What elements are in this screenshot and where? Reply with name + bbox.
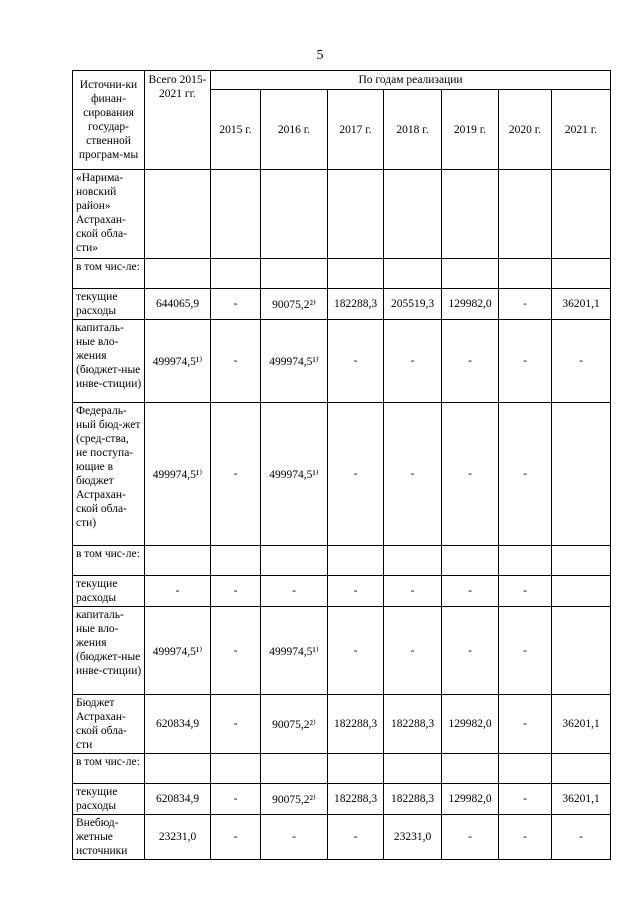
table-row bbox=[73, 403, 611, 546]
cell-2017: 182288,3 bbox=[328, 784, 384, 815]
cell-2015: - bbox=[211, 607, 261, 695]
cell-2015: - bbox=[211, 289, 261, 320]
table-row bbox=[73, 546, 611, 576]
cell-total bbox=[145, 170, 211, 259]
row-label: капиталь-ные вло-жения (бюджет-ные инве-стиции) bbox=[73, 320, 145, 403]
cell-2020 bbox=[499, 170, 552, 259]
cell-2021 bbox=[552, 576, 611, 607]
header-year-2017: 2017 г. bbox=[328, 90, 384, 170]
cell-2016: 499974,5¹⁾ bbox=[261, 607, 328, 695]
cell-2017 bbox=[328, 170, 384, 259]
cell-2019: - bbox=[442, 320, 499, 403]
table-row bbox=[73, 815, 611, 860]
cell-2021: - bbox=[552, 320, 611, 403]
cell-2016: 90075,2²⁾ bbox=[261, 695, 328, 754]
table-row bbox=[73, 784, 611, 815]
cell-2021 bbox=[552, 403, 611, 546]
cell-2018: - bbox=[384, 576, 442, 607]
cell-2018: 182288,3 bbox=[384, 784, 442, 815]
cell-2021 bbox=[552, 607, 611, 695]
cell-2020 bbox=[499, 546, 552, 576]
row-label: в том чис-ле: bbox=[73, 546, 145, 576]
cell-2015: - bbox=[211, 695, 261, 754]
cell-2020 bbox=[499, 259, 552, 289]
cell-2015 bbox=[211, 754, 261, 784]
cell-2017 bbox=[328, 259, 384, 289]
cell-2015 bbox=[211, 546, 261, 576]
header-year-2018: 2018 г. bbox=[384, 90, 442, 170]
row-label: капиталь-ные вло-жения (бюджет-ные инве-стиции) bbox=[73, 607, 145, 695]
cell-2020: - bbox=[499, 576, 552, 607]
cell-2021: 36201,1 bbox=[552, 289, 611, 320]
cell-2017 bbox=[328, 546, 384, 576]
cell-2020: - bbox=[499, 403, 552, 546]
cell-2020: - bbox=[499, 695, 552, 754]
cell-2015: - bbox=[211, 784, 261, 815]
cell-2015: - bbox=[211, 403, 261, 546]
cell-total: 499974,5¹⁾ bbox=[145, 403, 211, 546]
cell-2021: 36201,1 bbox=[552, 784, 611, 815]
cell-2017: 182288,3 bbox=[328, 289, 384, 320]
cell-2016: 90075,2²⁾ bbox=[261, 784, 328, 815]
cell-2019 bbox=[442, 546, 499, 576]
cell-2016: - bbox=[261, 815, 328, 860]
table-row bbox=[73, 576, 611, 607]
row-label: текущие расходы bbox=[73, 576, 145, 607]
funding-table bbox=[72, 70, 611, 860]
table-row bbox=[73, 695, 611, 754]
row-label: в том чис-ле: bbox=[73, 754, 145, 784]
cell-2020: - bbox=[499, 289, 552, 320]
cell-2017: 182288,3 bbox=[328, 695, 384, 754]
cell-total bbox=[145, 754, 211, 784]
cell-total: 499974,5¹⁾ bbox=[145, 320, 211, 403]
cell-2017: - bbox=[328, 607, 384, 695]
row-label: текущие расходы bbox=[73, 784, 145, 815]
cell-2017: - bbox=[328, 403, 384, 546]
cell-total: 644065,9 bbox=[145, 289, 211, 320]
cell-2015 bbox=[211, 170, 261, 259]
cell-2018: 205519,3 bbox=[384, 289, 442, 320]
cell-total: 620834,9 bbox=[145, 695, 211, 754]
cell-2019: - bbox=[442, 607, 499, 695]
cell-2016: 499974,5¹⁾ bbox=[261, 320, 328, 403]
cell-2021 bbox=[552, 546, 611, 576]
cell-2021: - bbox=[552, 815, 611, 860]
header-by-years: По годам реализации bbox=[211, 71, 611, 90]
cell-total bbox=[145, 259, 211, 289]
cell-2019: - bbox=[442, 815, 499, 860]
cell-total bbox=[145, 546, 211, 576]
row-label: Федераль-ный бюд-жет (сред-ства, не поступа-ющие в бюджет Астрахан-ской обла-сти) bbox=[73, 403, 145, 546]
row-label: Бюджет Астрахан-ской обла-сти bbox=[73, 695, 145, 754]
table-row bbox=[73, 607, 611, 695]
cell-2018 bbox=[384, 546, 442, 576]
cell-2018: - bbox=[384, 403, 442, 546]
cell-2016 bbox=[261, 754, 328, 784]
cell-2019: 129982,0 bbox=[442, 784, 499, 815]
cell-2017: - bbox=[328, 576, 384, 607]
cell-2017 bbox=[328, 754, 384, 784]
cell-2019 bbox=[442, 170, 499, 259]
cell-2019 bbox=[442, 754, 499, 784]
cell-2016 bbox=[261, 546, 328, 576]
header-year-2016: 2016 г. bbox=[261, 90, 328, 170]
cell-2019: 129982,0 bbox=[442, 695, 499, 754]
cell-2018: - bbox=[384, 607, 442, 695]
cell-2018: 182288,3 bbox=[384, 695, 442, 754]
cell-2018: - bbox=[384, 320, 442, 403]
cell-2021 bbox=[552, 259, 611, 289]
cell-2018: 23231,0 bbox=[384, 815, 442, 860]
cell-2019: - bbox=[442, 576, 499, 607]
cell-total: 23231,0 bbox=[145, 815, 211, 860]
row-label: в том чис-ле: bbox=[73, 259, 145, 289]
page-number: 5 bbox=[316, 48, 324, 63]
cell-2017: - bbox=[328, 815, 384, 860]
table-row bbox=[73, 170, 611, 259]
cell-2015: - bbox=[211, 320, 261, 403]
cell-2021 bbox=[552, 170, 611, 259]
table-row bbox=[73, 320, 611, 403]
header-year-2020: 2020 г. bbox=[499, 90, 552, 170]
cell-2020: - bbox=[499, 815, 552, 860]
cell-2016: 499974,5¹⁾ bbox=[261, 403, 328, 546]
cell-total: 499974,5¹⁾ bbox=[145, 607, 211, 695]
cell-2020 bbox=[499, 754, 552, 784]
cell-2020: - bbox=[499, 784, 552, 815]
cell-2016: - bbox=[261, 576, 328, 607]
cell-2020: - bbox=[499, 607, 552, 695]
cell-2015 bbox=[211, 259, 261, 289]
cell-2021: 36201,1 bbox=[552, 695, 611, 754]
cell-2018 bbox=[384, 259, 442, 289]
cell-2017: - bbox=[328, 320, 384, 403]
cell-2020: - bbox=[499, 320, 552, 403]
row-label: Внебюд-жетные источники bbox=[73, 815, 145, 860]
cell-total: 620834,9 bbox=[145, 784, 211, 815]
cell-2019: - bbox=[442, 403, 499, 546]
cell-2016: 90075,2²⁾ bbox=[261, 289, 328, 320]
cell-2016 bbox=[261, 259, 328, 289]
row-label: «Нарима-новский район» Астрахан-ской обла-сти» bbox=[73, 170, 145, 259]
table-row bbox=[73, 259, 611, 289]
header-funding-sources: Источни-ки финан-сирования государ-ственной програм-мы bbox=[73, 71, 145, 170]
header-year-2019: 2019 г. bbox=[442, 90, 499, 170]
header-year-2015: 2015 г. bbox=[211, 90, 261, 170]
cell-2021 bbox=[552, 754, 611, 784]
cell-2019 bbox=[442, 259, 499, 289]
row-label: текущие расходы bbox=[73, 289, 145, 320]
cell-total: - bbox=[145, 576, 211, 607]
header-year-2021: 2021 г. bbox=[552, 90, 611, 170]
header-total: Всего 2015-2021 гг. bbox=[145, 71, 211, 170]
cell-2018 bbox=[384, 170, 442, 259]
cell-2015: - bbox=[211, 576, 261, 607]
cell-2018 bbox=[384, 754, 442, 784]
cell-2016 bbox=[261, 170, 328, 259]
table-row bbox=[73, 289, 611, 320]
cell-2019: 129982,0 bbox=[442, 289, 499, 320]
cell-2015: - bbox=[211, 815, 261, 860]
table-row bbox=[73, 754, 611, 784]
